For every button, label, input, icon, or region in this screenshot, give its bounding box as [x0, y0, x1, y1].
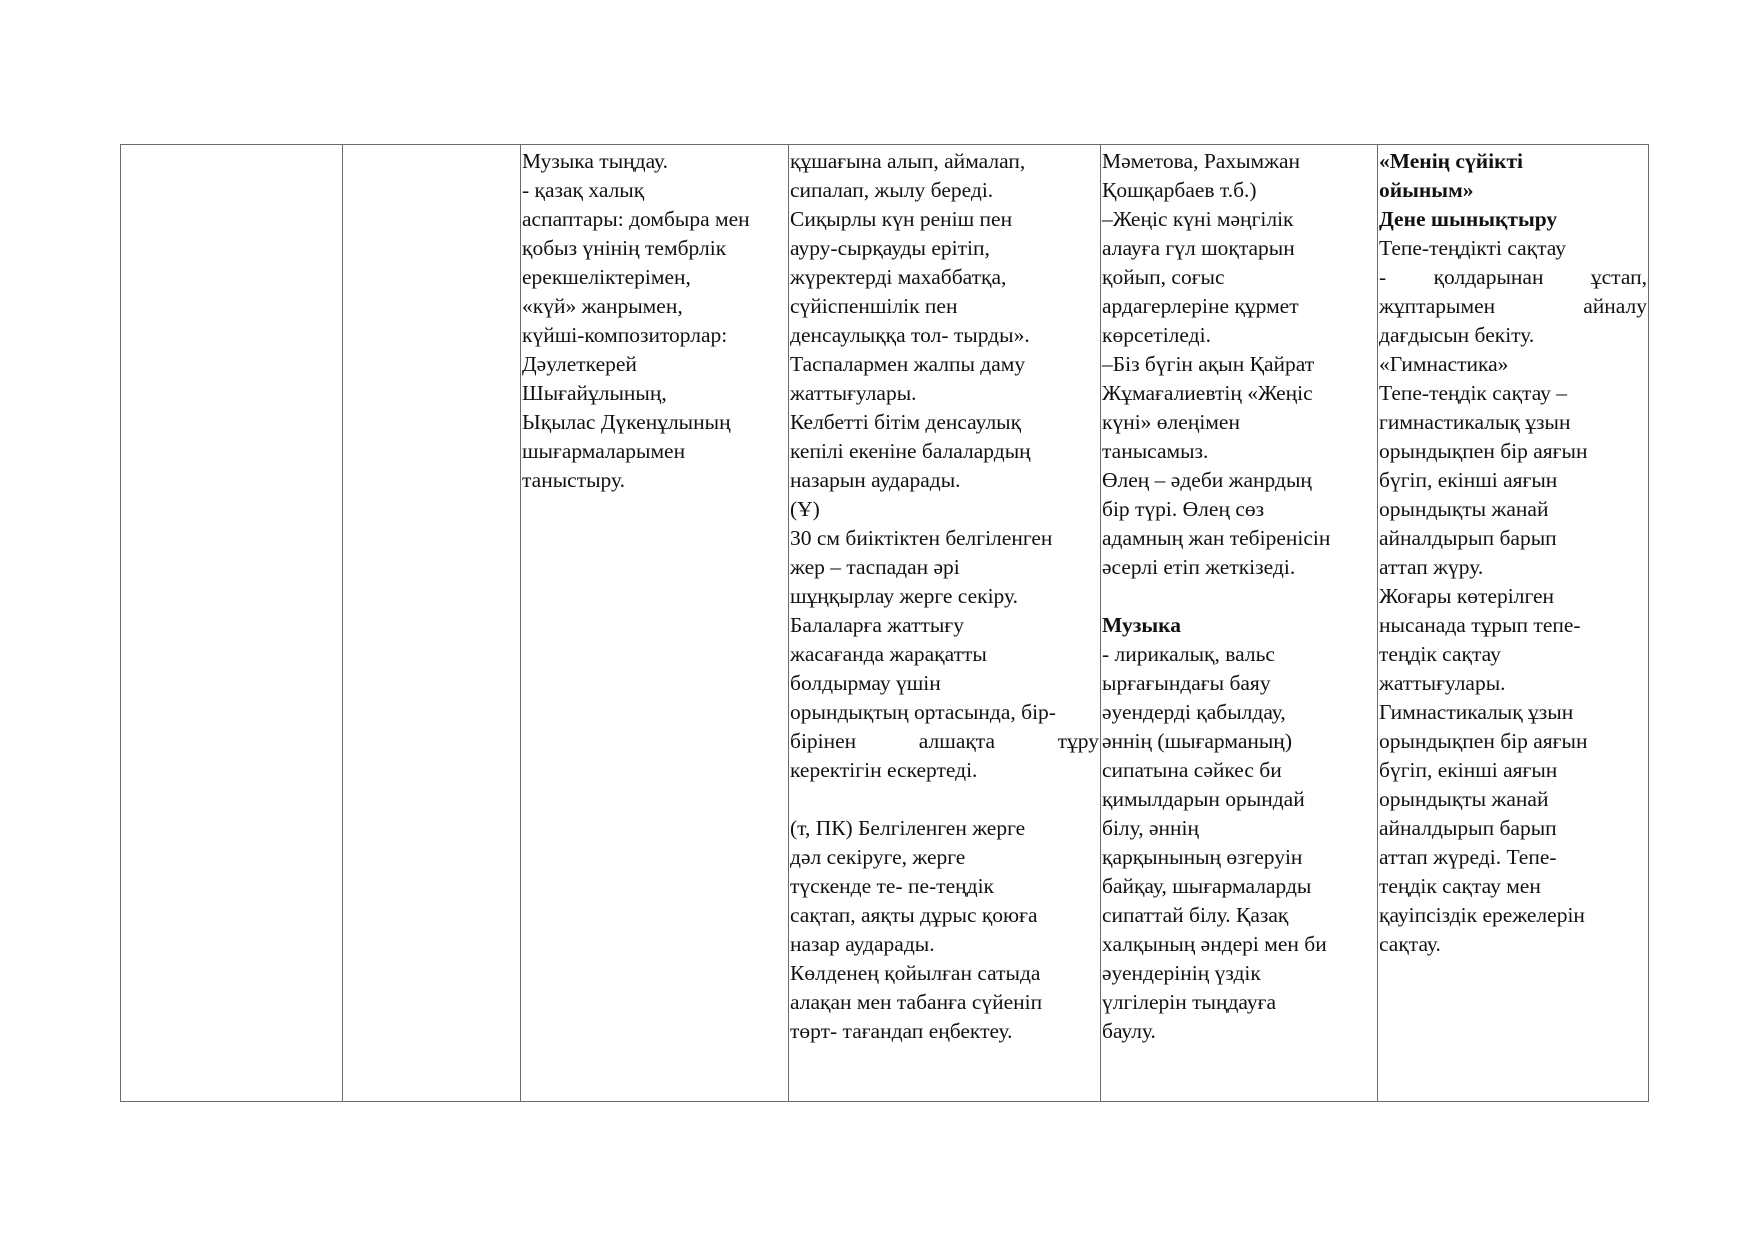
- text-line: гимнастикалық ұзын: [1379, 410, 1571, 434]
- text-line: қарқынының өзгеруін: [1102, 845, 1303, 869]
- table-cell-exercises: [789, 145, 1101, 1102]
- text-line: Өлең – әдеби жанрдың: [1102, 468, 1312, 492]
- text-line: нысанада тұрып тепе-: [1379, 613, 1581, 637]
- text-line: - қазақ халық: [522, 178, 645, 202]
- text-line: керектігін ескертеді.: [790, 758, 978, 782]
- text-line: орындықпен бір аяғын: [1379, 439, 1588, 463]
- table-row: [121, 145, 1649, 1102]
- text-line: күйші-композиторлар:: [522, 323, 728, 347]
- text-line: ауру-сырқауды ерітіп,: [790, 236, 990, 260]
- text-line: күні» өлеңімен: [1102, 410, 1240, 434]
- text-line: Көлденең қойылған сатыда: [790, 961, 1041, 985]
- text-line: сақтау.: [1379, 932, 1441, 956]
- text-line-justified: [1379, 263, 1647, 292]
- text-line: - лирикалық, вальс: [1102, 642, 1275, 666]
- text-line: Тепе-теңдік сақтау –: [1379, 381, 1568, 405]
- text-line: назар аударады.: [790, 932, 935, 956]
- text-word: тұру: [1057, 729, 1099, 753]
- text-line: шұңқырлау жерге секіру.: [790, 584, 1018, 608]
- text-line: жаттығулары.: [1379, 671, 1506, 695]
- text-line: Тепе-теңдікті сақтау: [1379, 236, 1566, 260]
- text-line: назарын аударады.: [790, 468, 961, 492]
- text-line: алақан мен табанға сүйеніп: [790, 990, 1043, 1014]
- text-line: Ықылас Дүкенұлының: [522, 410, 731, 434]
- text-line: Шығайұлының,: [522, 381, 667, 405]
- text-line: аспаптары: домбыра мен: [522, 207, 750, 231]
- text-line: төрт- тағандап еңбектеу.: [790, 1019, 1013, 1043]
- text-line: адамның жан тебіренісін: [1102, 526, 1331, 550]
- text-line: орындықты жанай: [1379, 787, 1549, 811]
- text-line: сақтап, аяқты дұрыс қоюға: [790, 903, 1038, 927]
- text-line: (Ұ): [790, 497, 820, 521]
- text-line: көрсетіледі.: [1102, 323, 1211, 347]
- text-line: денсаулыққа тол- тырды».: [790, 323, 1030, 347]
- text-line: бүгіп, екінші аяғын: [1379, 468, 1558, 492]
- text-line: (т, ПК) Белгіленген жерге: [790, 816, 1026, 840]
- text-line: Таспалармен жалпы даму: [790, 352, 1026, 376]
- text-word: бірінен: [790, 729, 857, 753]
- text-line-justified: [1379, 292, 1647, 321]
- text-line: сүйіспеншілік пен: [790, 294, 958, 318]
- text-line: айналдырып барып: [1379, 526, 1557, 550]
- text-line: теңдік сақтау мен: [1379, 874, 1541, 898]
- text-line: таныстыру.: [522, 468, 625, 492]
- heading-line: «Менің сүйікті: [1379, 149, 1524, 173]
- text-line: құшағына алып, аймалап,: [790, 149, 1026, 173]
- text-line: болдырмау үшін: [790, 671, 941, 695]
- text-line: кепілі екеніне балалардың: [790, 439, 1031, 463]
- heading-line: Дене шынықтыру: [1379, 207, 1558, 231]
- text-line: аттап жүру.: [1379, 555, 1484, 579]
- lesson-plan-table: [120, 144, 1649, 1102]
- text-line: ырғағындағы баяу: [1102, 671, 1271, 695]
- text-line: аттап жүреді. Тепе-: [1379, 845, 1557, 869]
- text-line: Жұмағалиевтің «Жеңіс: [1102, 381, 1313, 405]
- blank-line: [790, 785, 1099, 814]
- text-word: жұптарымен: [1379, 294, 1496, 318]
- text-line: танысамыз.: [1102, 439, 1209, 463]
- text-line: Сиқырлы күн реніш пен: [790, 207, 1013, 231]
- text-line: сипаттай білу. Қазақ: [1102, 903, 1289, 927]
- text-line: 30 см биіктіктен белгіленген: [790, 526, 1053, 550]
- text-line: Балаларға жаттығу: [790, 613, 964, 637]
- text-line: –Біз бүгін ақын Қайрат: [1102, 352, 1315, 376]
- text-line: байқау, шығармаларды: [1102, 874, 1312, 898]
- text-line: қобыз үнінің тембрлік: [522, 236, 727, 260]
- text-line: жаттығулары.: [790, 381, 917, 405]
- text-line: «күй» жанрымен,: [522, 294, 683, 318]
- text-line: теңдік сақтау: [1379, 642, 1501, 666]
- text-line: дәл секіруге, жерге: [790, 845, 966, 869]
- heading-line: ойыным»: [1379, 178, 1474, 202]
- text-line: –Жеңіс күні мәңгілік: [1102, 207, 1294, 231]
- text-word: айналу: [1583, 294, 1647, 318]
- text-word: -: [1379, 265, 1387, 289]
- table-cell-favorite-game: [1378, 145, 1649, 1102]
- text-line: бір түрі. Өлең сөз: [1102, 497, 1265, 521]
- text-line: әсерлі етіп жеткізеді.: [1102, 555, 1296, 579]
- text-line: Мәметова, Рахымжан: [1102, 149, 1301, 173]
- text-word: алшақта: [918, 729, 996, 753]
- table-cell-col2: [343, 145, 521, 1102]
- text-line: түскенде те- пе-теңдік: [790, 874, 994, 898]
- text-line: орындықты жанай: [1379, 497, 1549, 521]
- text-line: әуендерінің үздік: [1102, 961, 1261, 985]
- text-line: әннің (шығарманың): [1102, 729, 1292, 753]
- text-line: алауға гүл шоқтарын: [1102, 236, 1295, 260]
- text-line: сипатына сәйкес би: [1102, 758, 1282, 782]
- text-line: Дәулеткерей: [522, 352, 637, 376]
- text-line: үлгілерін тыңдауға: [1102, 990, 1276, 1014]
- text-line: баулу.: [1102, 1019, 1156, 1043]
- text-line: қойып, соғыс: [1102, 265, 1225, 289]
- text-line: «Гимнастика»: [1379, 352, 1509, 376]
- text-line: әуендерді қабылдау,: [1102, 700, 1286, 724]
- text-line: жер – таспадан әрі: [790, 555, 960, 579]
- text-line: жүректерді махаббатқа,: [790, 265, 1007, 289]
- text-line: ерекшеліктерімен,: [522, 265, 691, 289]
- table-cell-victory-day-music: [1101, 145, 1378, 1102]
- text-line: халқының әндері мен би: [1102, 932, 1327, 956]
- text-line: ардагерлеріне құрмет: [1102, 294, 1299, 318]
- text-line: орындықтың ортасында, бір-: [790, 700, 1056, 724]
- table-cell-music-listening: [521, 145, 789, 1102]
- text-line: Музыка тыңдау.: [522, 149, 669, 173]
- text-word: ұстап,: [1590, 265, 1647, 289]
- text-line: жасағанда жарақатты: [790, 642, 987, 666]
- text-line: дағдысын бекіту.: [1379, 323, 1535, 347]
- text-line: Келбетті бітім денсаулық: [790, 410, 1022, 434]
- text-line: Қошқарбаев т.б.): [1102, 178, 1257, 202]
- text-line: Жоғары көтерілген: [1379, 584, 1555, 608]
- text-line: Гимнастикалық ұзын: [1379, 700, 1574, 724]
- blank-line: [1102, 582, 1376, 611]
- text-line: білу, әннің: [1102, 816, 1200, 840]
- text-line: шығармаларымен: [522, 439, 686, 463]
- text-line: сипалап, жылу береді.: [790, 178, 994, 202]
- text-line-justified: [790, 727, 1099, 756]
- text-line: қимылдарын орындай: [1102, 787, 1305, 811]
- table-cell-col1: [121, 145, 343, 1102]
- text-line: айналдырып барып: [1379, 816, 1557, 840]
- heading-line: Музыка: [1102, 613, 1181, 637]
- text-line: бүгіп, екінші аяғын: [1379, 758, 1558, 782]
- text-line: қауіпсіздік ережелерін: [1379, 903, 1585, 927]
- text-line: орындықпен бір аяғын: [1379, 729, 1588, 753]
- text-word: қолдарынан: [1433, 265, 1544, 289]
